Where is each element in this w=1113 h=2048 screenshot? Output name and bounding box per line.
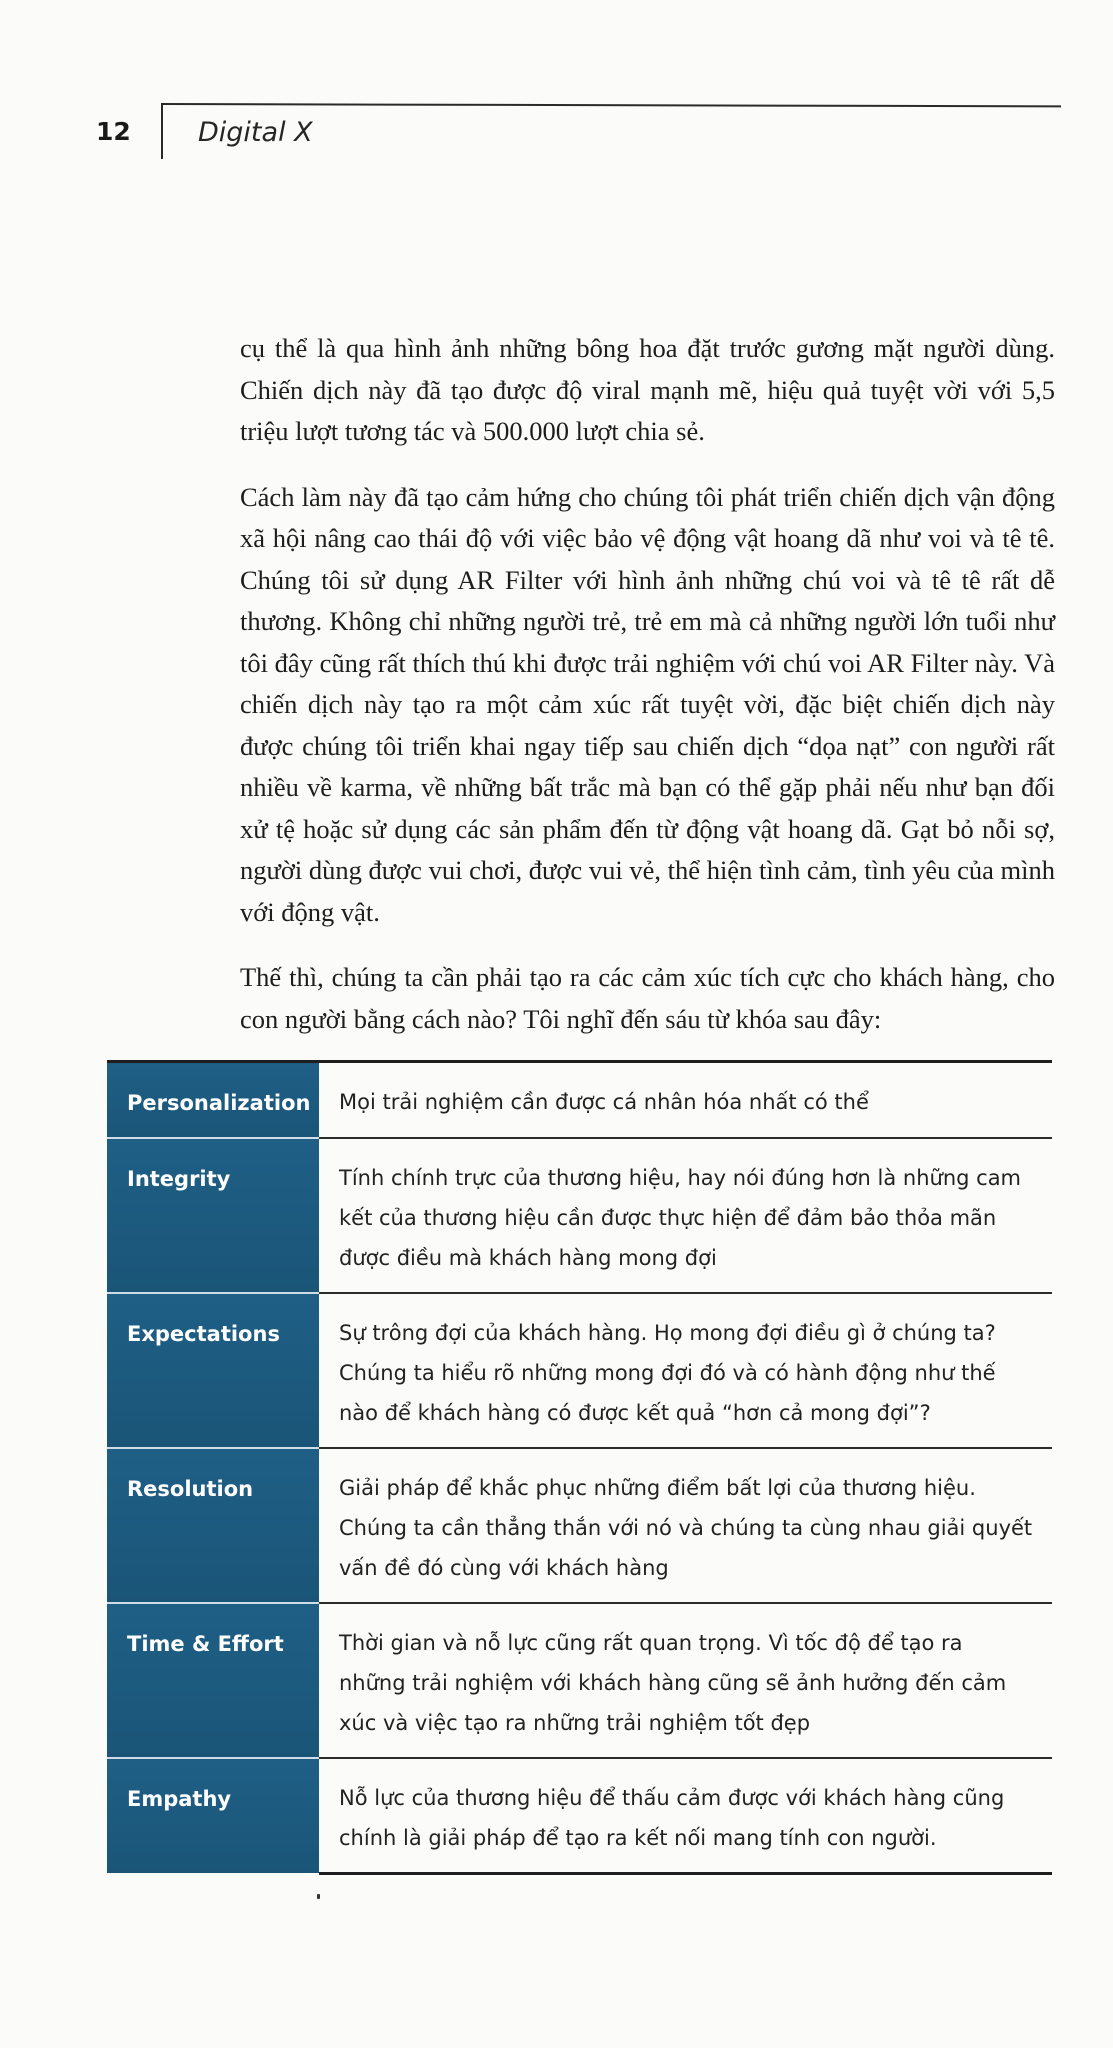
keyword-description: Thời gian và nỗ lực cũng rất quan trọng. Vì tốc độ để tạo ra những trải nghiệm với khách hàng cũng sẽ ảnh hưởng đến cảm xúc và việc tạo ra những trải nghiệm tốt đẹp xyxy=(319,1603,1052,1758)
paragraph: Cách làm này đã tạo cảm hứng cho chúng tôi phát triển chiến dịch vận động xã hội nâng cao thái độ với việc bảo vệ động vật hoang dã như voi và tê tê. Chúng tôi sử dụng AR Filter với hình ảnh những chú voi và tê tê rất dễ thương. Không chỉ những người trẻ, trẻ em mà cả những người lớn tuổi như tôi đây cũng rất thích thú khi được trải nghiệm với chú voi AR Filter này. Và chiến dịch này tạo ra một cảm xúc rất tuyệt vời, đặc biệt chiến dịch này được chúng tôi triển khai ngay tiếp sau chiến dịch “dọa nạt” con người rất nhiều về karma, về những bất trắc mà bạn có thể gặp phải nếu như bạn đối xử tệ hoặc sử dụng các sản phẩm đến từ động vật hoang dã. Gạt bỏ nỗi sợ, người dùng được vui chơi, được vui vẻ, thể hiện tình cảm, tình yêu của mình với động vật. xyxy=(240,481,1055,927)
keyword-row xyxy=(107,1758,1052,1874)
keyword-row xyxy=(107,1603,1052,1758)
keyword-row xyxy=(107,1293,1052,1448)
body-text xyxy=(240,328,1055,1064)
keyword-term: Integrity xyxy=(107,1138,319,1293)
print-speck xyxy=(317,1894,320,1899)
keyword-term: Expectations xyxy=(107,1293,319,1448)
keyword-term: Empathy xyxy=(107,1758,319,1874)
page-number: 12 xyxy=(96,117,131,146)
book-title: Digital X xyxy=(198,117,313,148)
keyword-term: Time & Effort xyxy=(107,1603,319,1758)
keyword-term: Personalization xyxy=(107,1062,319,1138)
keyword-table xyxy=(107,1060,1052,1875)
header-rule xyxy=(161,103,1061,107)
keyword-description: Giải pháp để khắc phục những điểm bất lợi của thương hiệu. Chúng ta cần thẳng thắn với nó và chúng ta cùng nhau giải quyết vấn đề đó cùng với khách hàng xyxy=(319,1448,1052,1603)
keyword-row xyxy=(107,1062,1052,1138)
keyword-row xyxy=(107,1448,1052,1603)
keyword-term: Resolution xyxy=(107,1448,319,1603)
page-header xyxy=(0,0,1113,170)
paragraph: cụ thể là qua hình ảnh những bông hoa đặt trước gương mặt người dùng. Chiến dịch này đã tạo được độ viral mạnh mẽ, hiệu quả tuyệt vời với 5,5 triệu lượt tương tác và 500.000 lượt chia sẻ. xyxy=(240,333,1055,446)
keyword-description: Tính chính trực của thương hiệu, hay nói đúng hơn là những cam kết của thương hiệu cần được thực hiện để đảm bảo thỏa mãn được điều mà khách hàng mong đợi xyxy=(319,1138,1052,1293)
header-divider xyxy=(161,103,163,159)
keyword-description: Sự trông đợi của khách hàng. Họ mong đợi điều gì ở chúng ta? Chúng ta hiểu rõ những mong đợi đó và có hành động như thế nào để khách hàng có được kết quả “hơn cả mong đợi”? xyxy=(319,1293,1052,1448)
keyword-row xyxy=(107,1138,1052,1293)
keyword-description: Nỗ lực của thương hiệu để thấu cảm được với khách hàng cũng chính là giải pháp để tạo ra kết nối mang tính con người. xyxy=(319,1758,1052,1874)
keyword-description: Mọi trải nghiệm cần được cá nhân hóa nhất có thể xyxy=(319,1062,1052,1138)
paragraph: Thế thì, chúng ta cần phải tạo ra các cảm xúc tích cực cho khách hàng, cho con người bằng cách nào? Tôi nghĩ đến sáu từ khóa sau đây: xyxy=(240,962,1055,1034)
